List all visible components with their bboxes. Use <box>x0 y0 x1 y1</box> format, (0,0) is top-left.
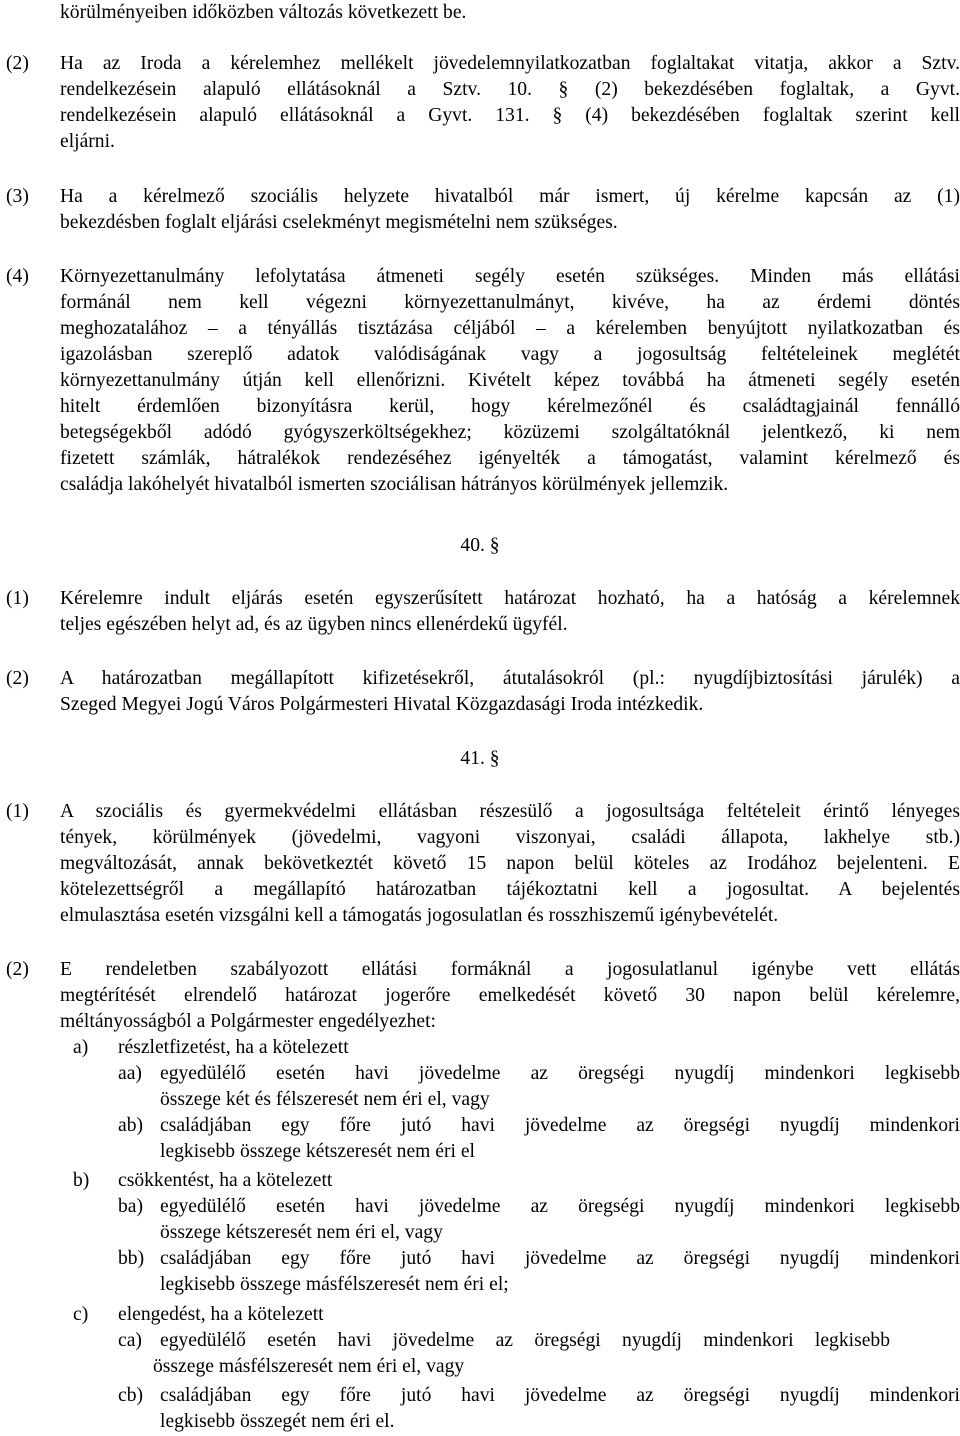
paragraph-line: bekezdésben foglalt eljárási cselekményt megismételni nem szükséges. <box>60 212 618 233</box>
paragraph-line: fizetett számlák, hátralékok rendezéséhez igényelték a támogatást, valamint kérelmező és <box>60 448 960 469</box>
paragraph-line: Környezettanulmány lefolytatása átmeneti segély esetén szükséges. Minden más ellátási <box>60 266 960 287</box>
paragraph-line: méltányosságból a Polgármester engedélyezhet: <box>60 1011 436 1032</box>
sublist-line: családjában egy főre jutó havi jövedelme az öregségi nyugdíj mindenkori <box>160 1115 960 1136</box>
paragraph-line: betegségekből adódó gyógyszerköltségekhez; közüzemi szolgáltatóknál jelentkező, ki nem <box>60 422 960 443</box>
paragraph-line: hitelt érdemlően bizonyításra kerül, hogy kérelmezőnél és családtagjainál fennálló <box>60 396 960 417</box>
sublist-line: összege kétszeresét nem éri el, vagy <box>160 1222 443 1243</box>
paragraph-line: igazolásban szereplő adatok valódiságának vagy a jogosultság feltételeinek meglétét <box>60 344 960 365</box>
paragraph-number: (1) <box>6 801 29 822</box>
section-heading: 40. § <box>460 535 500 556</box>
paragraph-line: meghozatalához – a tényállás tisztázása céljából – a kérelemben benyújtott nyilatkozatban és <box>60 318 960 339</box>
paragraph-line: Kérelemre indult eljárás esetén egyszerűsített határozat hozható, ha a hatóság a kérelemnek <box>60 588 960 609</box>
paragraph-number: (2) <box>6 53 29 74</box>
paragraph-number: (2) <box>6 668 29 689</box>
sublist-marker: ba) <box>118 1196 144 1217</box>
sublist-marker: aa) <box>118 1063 142 1084</box>
paragraph-line: megváltozását, annak bekövetkeztét követő 15 napon belül köteles az Irodához bejelenteni. E <box>60 853 960 874</box>
paragraph-line: formánál nem kell végezni környezettanulmányt, kivéve, ha az érdemi döntés <box>60 292 960 313</box>
list-marker: b) <box>73 1170 90 1191</box>
sublist-line: családjában egy főre jutó havi jövedelme az öregségi nyugdíj mindenkori <box>160 1385 960 1406</box>
paragraph-line: környezettanulmány útján kell ellenőrizni. Kivételt képez továbbá ha átmeneti segély esetén <box>60 370 960 391</box>
paragraph-line: megtérítését elrendelő határozat jogerőre emelkedését követő 30 napon belül kérelemre, <box>60 985 960 1006</box>
paragraph-line: Szeged Megyei Jogú Város Polgármesteri Hivatal Közgazdasági Iroda intézkedik. <box>60 694 704 715</box>
list-item-text: csökkentést, ha a kötelezett <box>118 1170 333 1191</box>
sublist-line: egyedülélő esetén havi jövedelme az öregségi nyugdíj mindenkori legkisebb <box>160 1196 960 1217</box>
sublist-line: egyedülélő esetén havi jövedelme az öregségi nyugdíj mindenkori legkisebb <box>160 1063 960 1084</box>
sublist-marker: bb) <box>118 1248 145 1269</box>
sublist-line: egyedülélő esetén havi jövedelme az öregségi nyugdíj mindenkori legkisebb <box>160 1330 890 1351</box>
paragraph-line: rendelkezésein alapuló ellátásoknál a Sztv. 10. § (2) bekezdésében foglaltak, a Gyvt. <box>60 79 960 100</box>
sublist-line: legkisebb összegét nem éri el. <box>160 1411 395 1432</box>
sublist-line: családjában egy főre jutó havi jövedelme az öregségi nyugdíj mindenkori <box>160 1248 960 1269</box>
paragraph-line: A határozatban megállapított kifizetésekről, átutalásokról (pl.: nyugdíjbiztosítási járulék) a <box>60 668 960 689</box>
paragraph-line: teljes egészében helyt ad, és az ügyben nincs ellenérdekű ügyfél. <box>60 614 568 635</box>
sublist-marker: ca) <box>118 1330 142 1351</box>
paragraph-number: (3) <box>6 186 29 207</box>
paragraph-line: kötelezettségről a megállapító határozatban tájékoztatni kell a jogosultat. A bejelentés <box>60 879 960 900</box>
list-marker: c) <box>73 1304 89 1325</box>
paragraph-number: (4) <box>6 266 29 287</box>
list-item-text: részletfizetést, ha a kötelezett <box>118 1037 349 1058</box>
paragraph-line: A szociális és gyermekvédelmi ellátásban részesülő a jogosultsága feltételeit érintő lényeges <box>60 801 960 822</box>
sublist-line: összege két és félszeresét nem éri el, vagy <box>160 1089 490 1110</box>
sublist-line: legkisebb összege másfélszeresét nem éri el; <box>160 1274 509 1295</box>
sublist-marker: cb) <box>118 1385 144 1406</box>
paragraph-line: Ha az Iroda a kérelemhez mellékelt jövedelemnyilatkozatban foglaltakat vitatja, akkor a Sztv. <box>60 53 960 74</box>
paragraph-line: eljárni. <box>60 131 115 152</box>
sublist-line: legkisebb összege kétszeresét nem éri el <box>160 1141 476 1162</box>
section-heading: 41. § <box>460 748 500 769</box>
paragraph-continuation: körülményeiben időközben változás következett be. <box>60 2 467 23</box>
paragraph-line: E rendeletben szabályozott ellátási formáknál a jogosulatlanul igénybe vett ellátás <box>60 959 960 980</box>
paragraph-line: Ha a kérelmező szociális helyzete hivatalból már ismert, új kérelme kapcsán az (1) <box>60 186 960 207</box>
list-marker: a) <box>73 1037 89 1058</box>
paragraph-line: rendelkezésein alapuló ellátásoknál a Gyvt. 131. § (4) bekezdésében foglaltak szerint kell <box>60 105 960 126</box>
paragraph-line: családja lakóhelyét hivatalból ismerten szociálisan hátrányos körülmények jellemzik. <box>60 474 729 495</box>
paragraph-line: tények, körülmények (jövedelmi, vagyoni viszonyai, családi állapota, lakhelye stb.) <box>60 827 960 848</box>
list-item-text: elengedést, ha a kötelezett <box>118 1304 324 1325</box>
paragraph-number: (1) <box>6 588 29 609</box>
sublist-marker: ab) <box>118 1115 144 1136</box>
paragraph-line: elmulasztása esetén vizsgálni kell a támogatás jogosulatlan és rosszhiszemű igénybevételét. <box>60 905 779 926</box>
paragraph-number: (2) <box>6 959 29 980</box>
sublist-line: összege másfélszeresét nem éri el, vagy <box>153 1356 465 1377</box>
